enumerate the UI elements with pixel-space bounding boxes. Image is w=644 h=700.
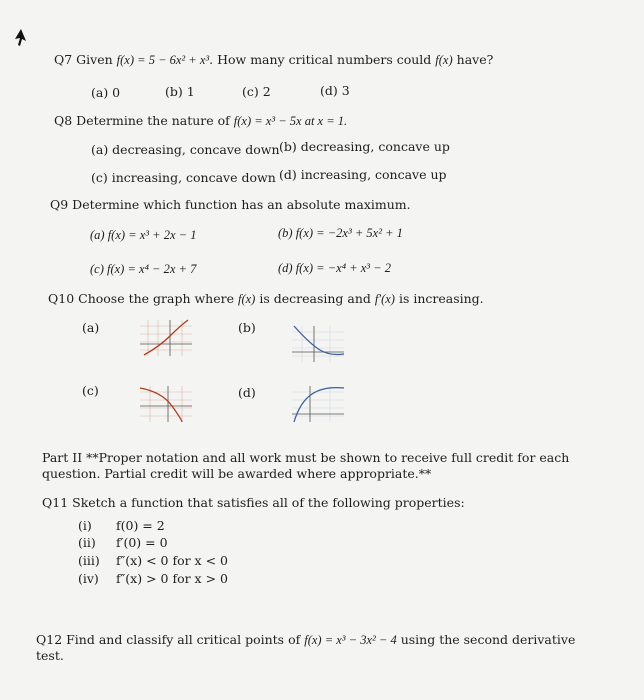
q11-prop-2-text: f′(0) = 0 <box>116 535 168 550</box>
q7-option-d[interactable]: (d) 3 <box>320 83 350 98</box>
q9-option-d[interactable]: (d) f(x) = −x⁴ + x³ − 2 <box>278 261 391 275</box>
q12-line2: test. <box>36 648 64 663</box>
q8-option-b[interactable]: (b) decreasing, concave up <box>279 139 450 154</box>
q11-prop-4-text: f″(x) > 0 for x > 0 <box>116 571 228 586</box>
q8-option-d[interactable]: (d) increasing, concave up <box>279 167 447 182</box>
q10-graph-c[interactable] <box>138 384 194 424</box>
q8-question <box>54 113 347 129</box>
part2-line1: Part II **Proper notation and all work must be shown to receive full credit for each <box>42 450 570 465</box>
q7-option-b[interactable]: (b) 1 <box>165 84 195 99</box>
q8-expression: f(x) = x³ − 5x at x = 1. <box>233 114 348 128</box>
q10-option-c-label: (c) <box>82 383 99 398</box>
q11-prop-4-num: (iv) <box>78 571 99 586</box>
q10-question <box>48 291 484 307</box>
q12-expression: f(x) = x³ − 3x² − 4 <box>304 633 397 647</box>
q7-option-c[interactable]: (c) 2 <box>242 84 271 99</box>
q10-fprime: f′(x) <box>374 292 395 306</box>
q10-fx: f(x) <box>237 292 256 306</box>
q7-option-a[interactable]: (a) 0 <box>91 85 121 100</box>
q11-prop-1-num: (i) <box>78 518 92 533</box>
q11-prop-3-num: (iii) <box>78 553 100 568</box>
q10-end: is increasing. <box>398 291 484 306</box>
q9-option-b[interactable]: (b) f(x) = −2x³ + 5x² + 1 <box>278 226 403 240</box>
q10-graph-b[interactable] <box>290 324 346 364</box>
q7-tail: . How many critical numbers could <box>209 52 432 67</box>
q12-question <box>36 632 575 648</box>
q10-option-a-label: (a) <box>82 320 100 335</box>
q11-prop-3-text: f″(x) < 0 for x < 0 <box>116 553 228 568</box>
q11-question: Q11 Sketch a function that satisfies all of the following properties: <box>42 495 465 510</box>
q8-option-c[interactable]: (c) increasing, concave down <box>91 170 276 185</box>
q7-expression: f(x) = 5 − 6x² + x³ <box>116 53 210 67</box>
q9-option-a[interactable]: (a) f(x) = x³ + 2x − 1 <box>90 228 197 242</box>
q10-option-d-label: (d) <box>238 385 256 400</box>
part2-line2: question. Partial credit will be awarded where appropriate.** <box>42 466 432 481</box>
q10-label: Q10 Choose the graph where <box>48 291 234 306</box>
q9-question: Q9 Determine which function has an absolute maximum. <box>50 197 411 212</box>
q7-end: have? <box>456 52 494 67</box>
q10-graph-d[interactable] <box>290 384 346 424</box>
q8-option-a[interactable]: (a) decreasing, concave down <box>91 142 280 157</box>
q12-label: Q12 Find and classify all critical points of <box>36 632 301 647</box>
q11-prop-1-text: f(0) = 2 <box>116 518 165 533</box>
q10-option-b-label: (b) <box>238 320 256 335</box>
q10-mid: is decreasing and <box>259 291 371 306</box>
q11-prop-2-num: (ii) <box>78 535 96 550</box>
q7-question <box>54 52 493 68</box>
q9-option-c[interactable]: (c) f(x) = x⁴ − 2x + 7 <box>90 262 197 276</box>
cursor-arrow-icon <box>10 27 32 49</box>
q7-label: Q7 Given <box>54 52 113 67</box>
q12-tail: using the second derivative <box>400 632 576 647</box>
q7-fx: f(x) <box>435 53 453 67</box>
q8-label: Q8 Determine the nature of <box>54 113 230 128</box>
q10-graph-a[interactable] <box>138 318 194 358</box>
